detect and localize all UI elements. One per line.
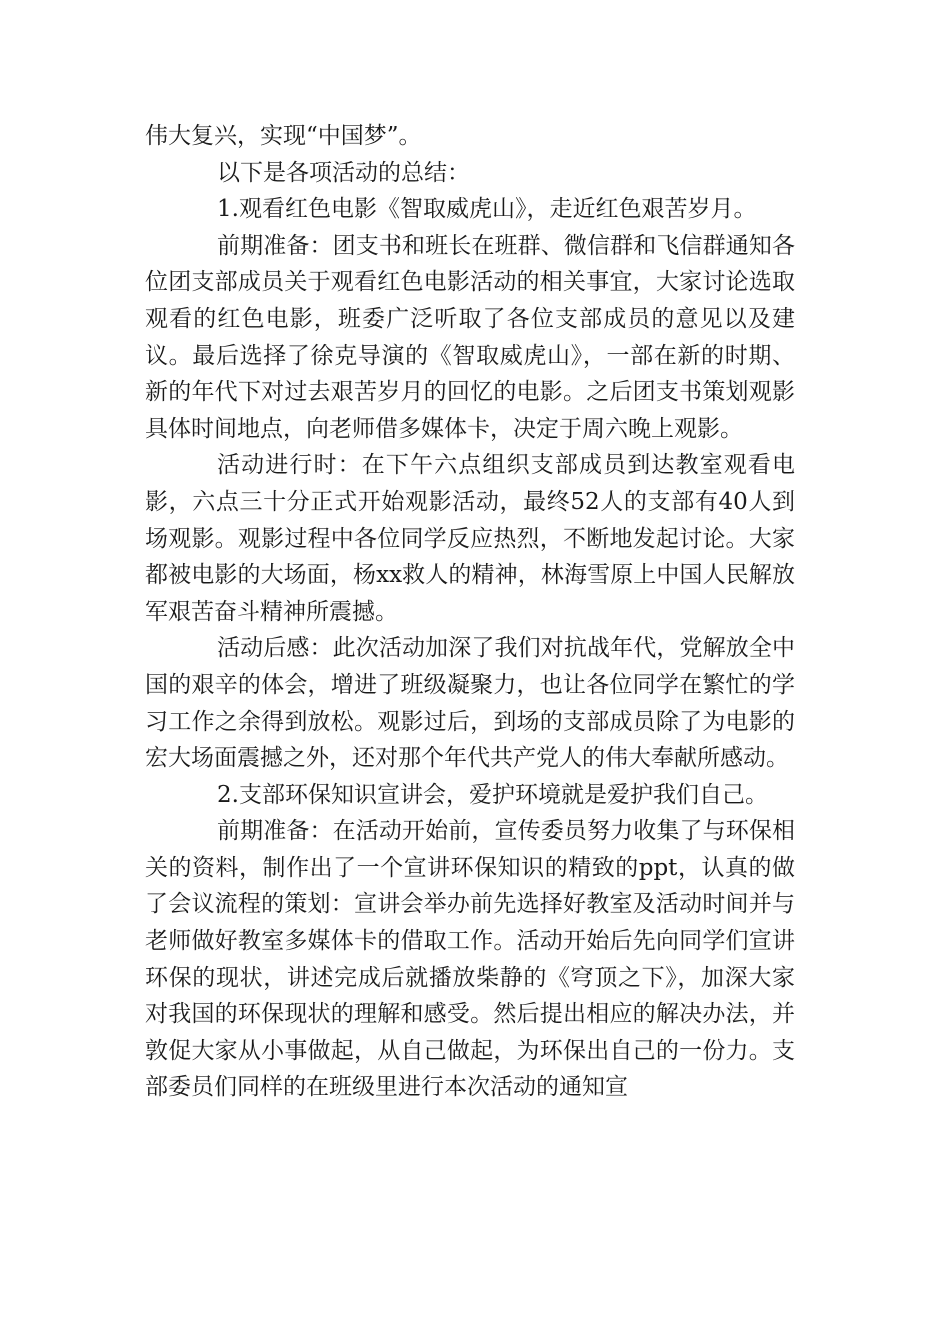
paragraph-reflection-1: 活动后感：此次活动加深了我们对抗战年代，党解放全中国的艰辛的体会，增进了班级凝聚力，也让各位同学在繁忙的学习工作之余得到放松。观影过后，到场的支部成员除了为电影的宏大场面震撼之外，还对那个年代共产党人的伟大奉献所感动。	[145, 635, 795, 772]
paragraph-activity-1: 活动进行时：在下午六点组织支部成员到达教室观看电影，六点三十分正式开始观影活动，最终52人的支部有40人到场观影。观影过程中各位同学反应热烈，不断地发起讨论。大家都被电影的大场面，杨xx救人的精神，林海雪原上中国人民解放军艰苦奋斗精神所震撼。	[145, 452, 795, 625]
section-heading-2: 2.支部环保知识宣讲会，爱护环境就是爱护我们自己。	[217, 781, 768, 808]
paragraph-preparation-2: 前期准备：在活动开始前，宣传委员努力收集了与环保相关的资料，制作出了一个宣讲环保知识的精致的ppt，认真的做了会议流程的策划：宣讲会举办前先选择好教室及活动时间并与老师做好教室多媒体卡的借取工作。活动开始后先向同学们宣讲环保的现状，讲述完成后就播放柴静的《穹顶之下》，加深大家对我国的环保现状的理解和感受。然后提出相应的解决办法，并敦促大家从小事做起，从自己做起，为环保出自己的一份力。支部委员们同样的在班级里进行本次活动的通知宣	[145, 818, 795, 1101]
paragraph-continuation: 伟大复兴，实现“中国梦”。	[145, 123, 422, 149]
section-heading-1: 1.观看红色电影《智取威虎山》，走近红色艰苦岁月。	[217, 196, 757, 223]
document-body	[145, 118, 795, 1106]
paragraph-preparation-1: 前期准备：团支书和班长在班群、微信群和飞信群通知各位团支部成员关于观看红色电影活动的相关事宜，大家讨论选取观看的红色电影，班委广泛听取了各位支部成员的意见以及建议。最后选择了徐克导演的《智取威虎山》，一部在新的时期、新的年代下对过去艰苦岁月的回忆的电影。之后团支书策划观影具体时间地点，向老师借多媒体卡，决定于周六晚上观影。	[145, 232, 795, 442]
paragraph-summary-intro: 以下是各项活动的总结：	[217, 159, 470, 186]
